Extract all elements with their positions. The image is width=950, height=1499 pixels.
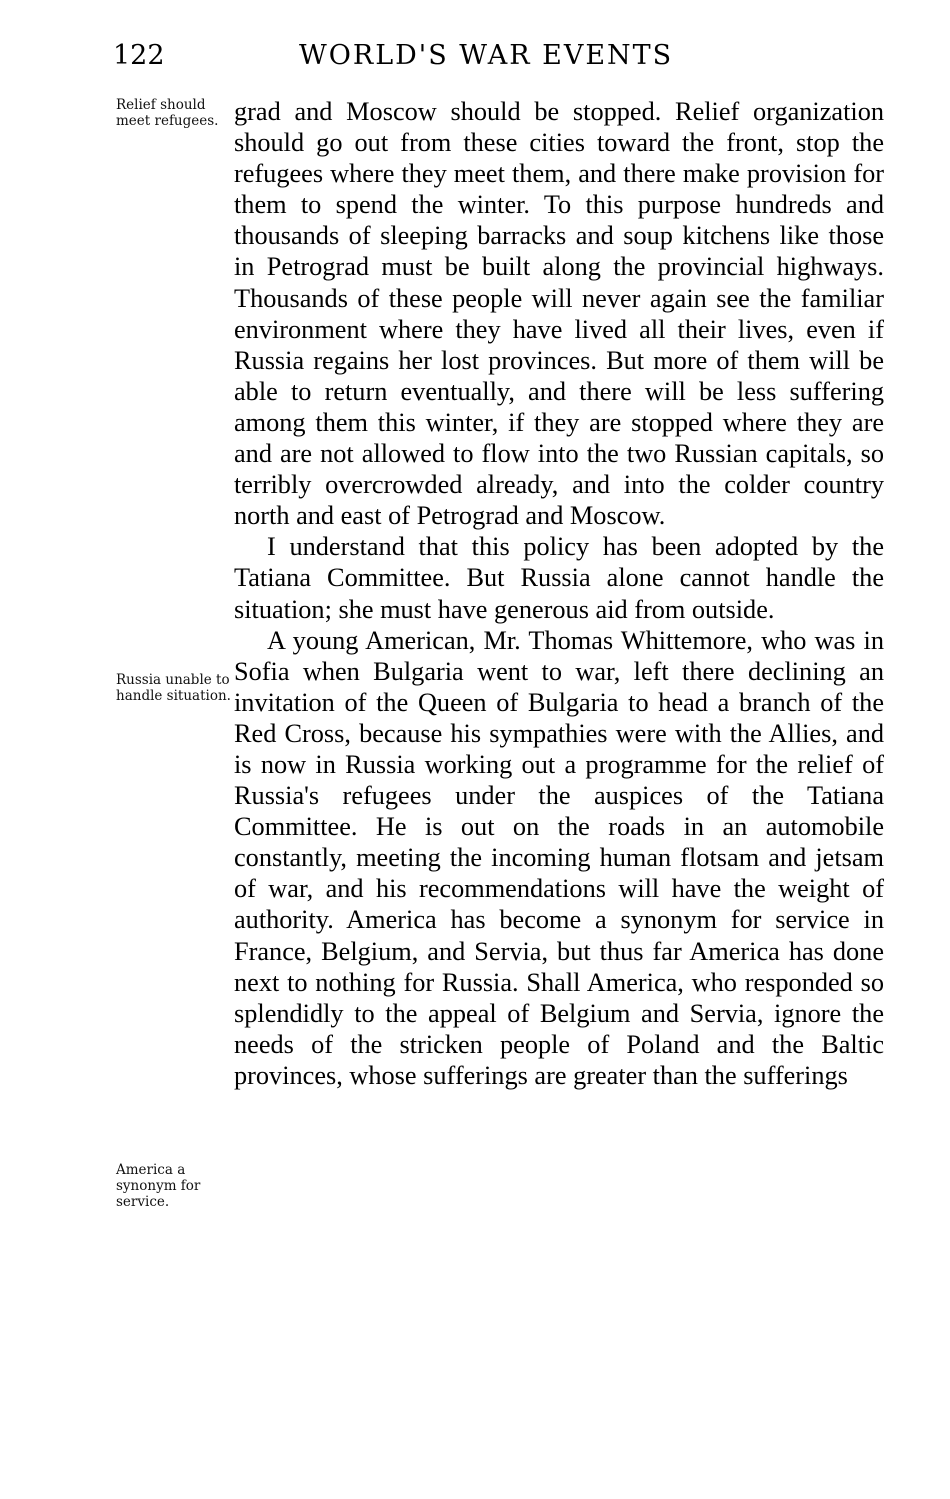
page-number: 122 (113, 40, 165, 71)
page-header (113, 40, 893, 80)
paragraph-continued: grad and Moscow should be stopped. Relief organization should go out from these cities toward the front, stop the refugees where they meet them, and there make provision for them to spend the winter. To this purpose hundreds and thousands of sleeping barracks and soup kitchens like those in Petrograd must be built along the provincial highways. Thousands of these people will never again see the familiar environment where they have lived all their lives, even if Russia regains her lost provinces. But more of them will be able to return eventually, and there will be less suffering among them this winter, if they are stopped where they are and are not allowed to flow into the two Russian capitals, so terribly overcrowded already, and into the colder country north and east of Petrograd and Moscow. (234, 97, 884, 531)
running-title: WORLD'S WAR EVENTS (299, 40, 674, 71)
body-text (234, 96, 884, 1091)
marginal-note-russia: Russia unable to handle situation. (116, 672, 231, 704)
paragraph-whittemore: A young American, Mr. Thomas Whittemore, who was in Sofia when Bulgaria went to war, left there declining an invitation of the Queen of Bulgaria to head a branch of the Red Cross, because his sympathies were with the Allies, and is now in Russia working out a programme for the relief of Russia's refugees under the auspices of the Tatiana Committee. He is out on the roads in an automobile constantly, meeting the incoming human flotsam and jetsam of war, and his recommendations will have the weight of authority. America has become a synonym for service in France, Belgium, and Servia, but thus far America has done next to nothing for Russia. Shall America, who responded so splendidly to the appeal of Belgium and Servia, ignore the needs of the stricken people of Poland and the Baltic provinces, whose sufferings are greater than the sufferings (234, 625, 884, 1090)
marginal-note-america: America a synonym for service. (116, 1162, 201, 1210)
paragraph-policy: I understand that this policy has been adopted by the Tatiana Committee. But Russia alone cannot handle the situation; she must have generous aid from outside. (234, 532, 884, 624)
marginal-note-relief: Relief should meet refugees. (116, 97, 219, 129)
